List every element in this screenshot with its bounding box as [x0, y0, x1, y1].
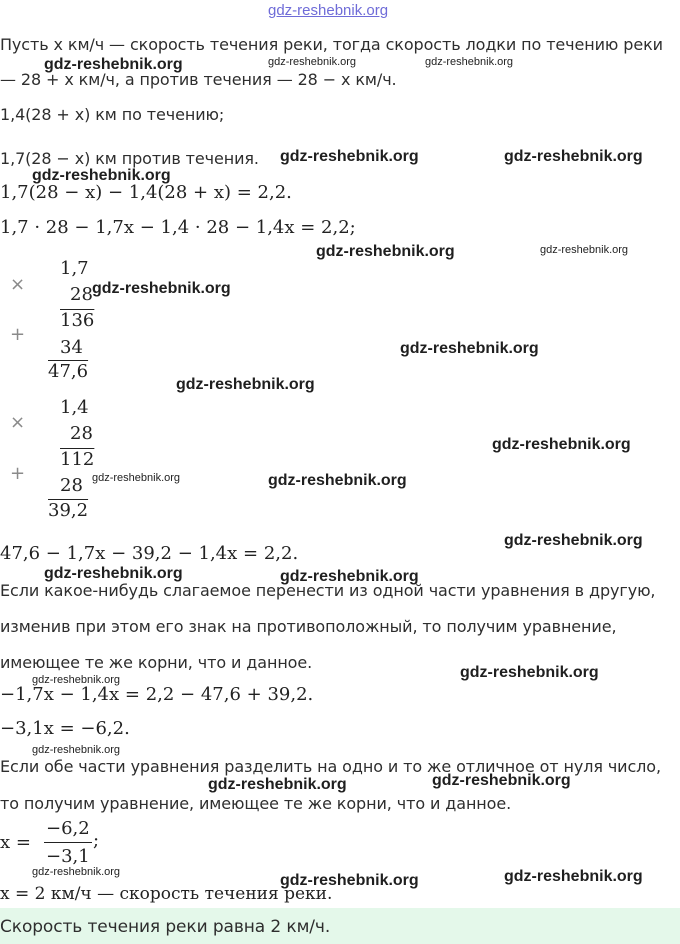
watermark: gdz-reshebnik.org [316, 243, 455, 260]
partial-product: 112 [60, 449, 95, 470]
fraction-denominator: −3,1 [46, 846, 90, 867]
watermark: gdz-reshebnik.org [32, 866, 121, 878]
watermark: gdz-reshebnik.org [44, 56, 183, 73]
product-result: 39,2 [48, 500, 89, 521]
watermark: gdz-reshebnik.org [32, 674, 121, 686]
watermark: gdz-reshebnik.org [504, 868, 643, 885]
text-line: — 28 + x км/ч, а против течения — 28 − x км/ч. [0, 70, 397, 89]
result-line: x = 2 км/ч — скорость течения реки. [0, 884, 333, 904]
multiplier: 28 [70, 284, 93, 305]
text-line: 1,4(28 + x) км по течению; [0, 105, 225, 124]
watermark: gdz-reshebnik.org [268, 56, 357, 68]
watermark: gdz-reshebnik.org [268, 472, 407, 489]
site-link[interactable]: gdz-reshebnik.org [268, 2, 389, 19]
text-line: 1,7(28 − x) км против течения. [0, 149, 259, 168]
plus-sign: + [10, 463, 26, 484]
watermark: gdz-reshebnik.org [504, 148, 643, 165]
multiplier: 28 [70, 423, 93, 444]
watermark: gdz-reshebnik.org [32, 167, 171, 184]
text-line: то получим уравнение, имеющее те же корни, что и данное. [0, 794, 512, 813]
plus-sign: + [10, 324, 26, 345]
watermark: gdz-reshebnik.org [176, 376, 315, 393]
fraction-numerator: −6,2 [46, 818, 90, 839]
text-line: Если обе части уравнения разделить на одно и то же отличное от нуля число, [0, 757, 661, 776]
multiplicand: 1,7 [60, 258, 89, 279]
text-line: Если какое-нибудь слагаемое перенести из одной части уравнения в другую, [0, 581, 656, 600]
watermark: gdz-reshebnik.org [280, 872, 419, 889]
watermark: gdz-reshebnik.org [492, 436, 631, 453]
equation-line: −3,1x = −6,2. [0, 718, 130, 739]
watermark: gdz-reshebnik.org [432, 772, 571, 789]
answer-box [0, 908, 680, 944]
partial-product: 34 [60, 337, 83, 358]
watermark: gdz-reshebnik.org [425, 56, 514, 68]
watermark: gdz-reshebnik.org [504, 532, 643, 549]
partial-product: 136 [60, 310, 95, 331]
partial-product: 28 [60, 475, 83, 496]
times-sign: × [10, 274, 26, 295]
watermark: gdz-reshebnik.org [208, 776, 347, 793]
watermark: gdz-reshebnik.org [92, 472, 181, 484]
fraction-bar [44, 842, 92, 843]
text-line: имеющее те же корни, что и данное. [0, 653, 313, 672]
times-sign: × [10, 412, 26, 433]
fraction-suffix: ; [93, 830, 100, 851]
answer-text: Скорость течения реки равна 2 км/ч. [0, 917, 331, 937]
watermark: gdz-reshebnik.org [460, 664, 599, 681]
text-line: Пусть x км/ч — скорость течения реки, тогда скорость лодки по течению реки [0, 35, 663, 54]
multiplicand: 1,4 [60, 397, 89, 418]
equation-line: 47,6 − 1,7x − 39,2 − 1,4x = 2,2. [0, 543, 299, 564]
fraction-prefix: x = [0, 832, 31, 853]
equation-line: 1,7(28 − x) − 1,4(28 + x) = 2,2. [0, 182, 292, 203]
watermark: gdz-reshebnik.org [44, 565, 183, 582]
watermark: gdz-reshebnik.org [280, 148, 419, 165]
equation-line: −1,7x − 1,4x = 2,2 − 47,6 + 39,2. [0, 684, 314, 705]
product-result: 47,6 [48, 361, 89, 382]
text-line: изменив при этом его знак на противоположный, то получим уравнение, [0, 617, 617, 636]
watermark: gdz-reshebnik.org [280, 568, 419, 585]
watermark: gdz-reshebnik.org [92, 280, 231, 297]
watermark: gdz-reshebnik.org [540, 244, 629, 256]
equation-line: 1,7 · 28 − 1,7x − 1,4 · 28 − 1,4x = 2,2; [0, 217, 356, 238]
watermark: gdz-reshebnik.org [32, 744, 121, 756]
watermark: gdz-reshebnik.org [400, 340, 539, 357]
